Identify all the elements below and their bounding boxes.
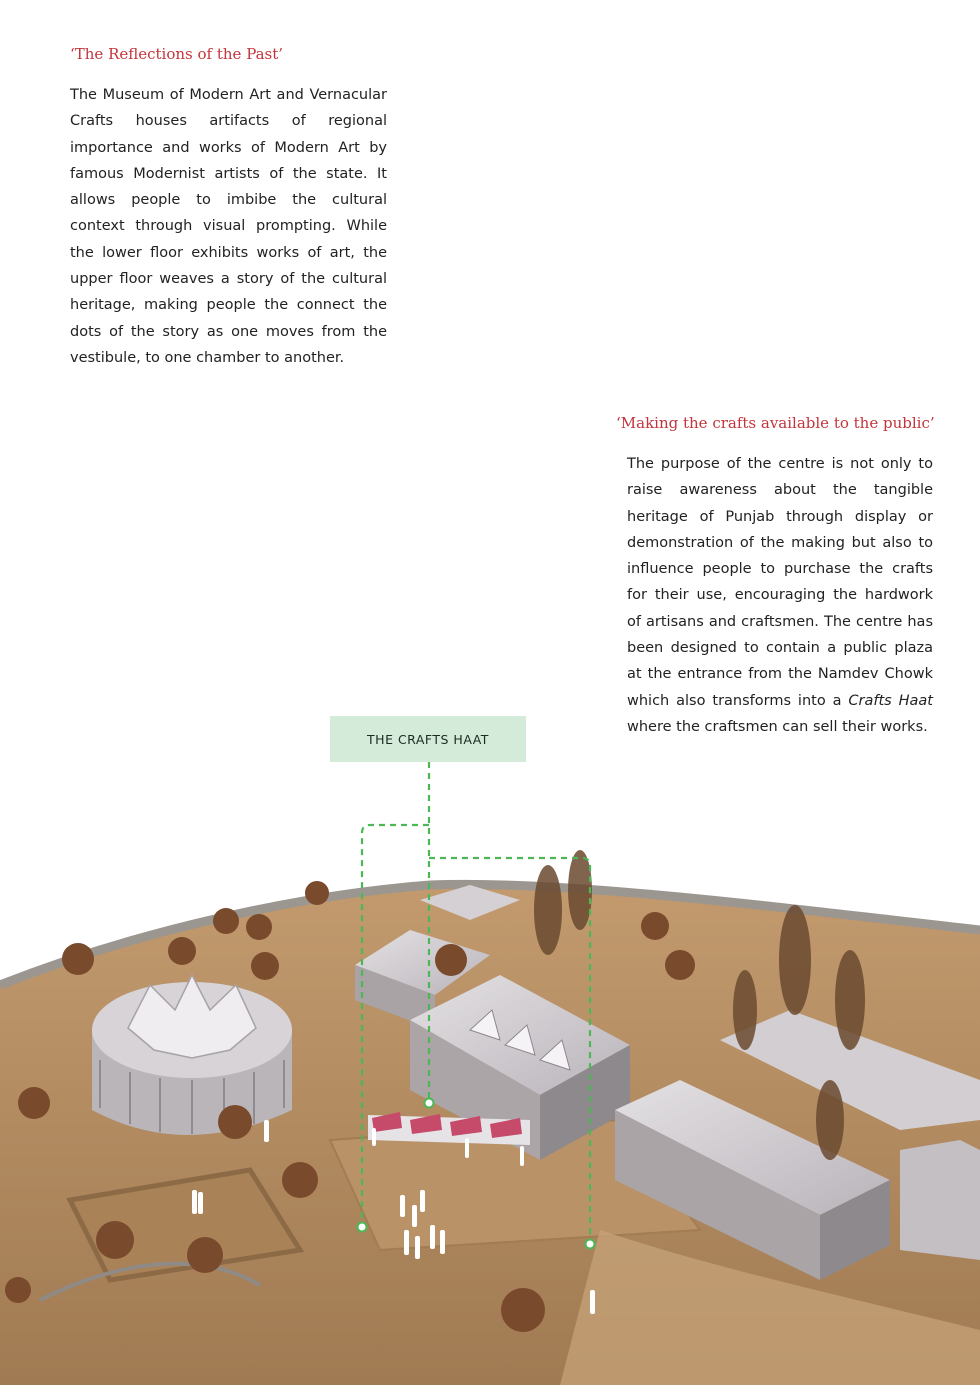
body-text-part: where the craftsmen can sell their works. xyxy=(627,718,928,735)
crafts-haat-italic: Crafts Haat xyxy=(848,692,933,709)
section-heading-crafts-public: ‘Making the crafts available to the public’ xyxy=(616,414,935,432)
site-model-render xyxy=(0,760,980,1385)
crafts-haat-callout-label: THE CRAFTS HAAT xyxy=(330,716,526,762)
circular-museum-building xyxy=(92,975,292,1135)
body-text-part: The purpose of the centre is not only to raise awareness about the tangible heritage of Punjab through display or demonstration of the making but also to influence people to purchase the crafts for their use, encouraging the hardwork of artisans and craftsmen. The centre has been designed to contain a public plaza at the entrance from the Namdev Chowk which also transforms into a xyxy=(627,456,933,709)
section-body-crafts-centre xyxy=(627,451,933,740)
section-heading-reflections: ‘The Reflections of the Past’ xyxy=(70,45,284,63)
section-body-museum: The Museum of Modern Art and Vernacular Crafts houses artifacts of regional importance and works of Modern Art by famous Modernist artists of the state. It allows people to imbibe the cultural context through visual prompting. While the lower floor exhibits works of art, the upper floor weaves a story of the cultural heritage, making people the connect the dots of the story as one moves from the vestibule, to one chamber to another. xyxy=(70,87,387,366)
